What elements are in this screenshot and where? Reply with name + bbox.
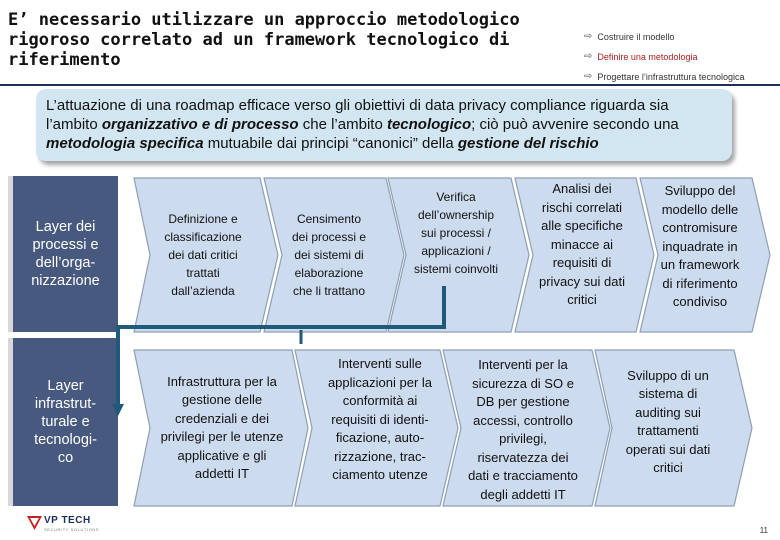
intro-emphasis: gestione del rischio <box>457 135 599 152</box>
step-interventi-applicazioni: Interventi sulle applicazioni per la conformità ai requisiti di identi- ficazione, auto- rizzazione, trac- ciamento utenze <box>327 356 433 483</box>
logo-text: VP TECH <box>44 515 91 526</box>
company-logo <box>27 515 105 535</box>
intro-text: che l’ambito <box>298 116 387 133</box>
nav-item-label: Costruire il modello <box>597 32 675 42</box>
intro-text: ; ciò può avvenire secondo una <box>471 116 679 133</box>
layer-process-label: Layer dei processi e dell’orga- nizzazione <box>8 176 118 332</box>
step-verifica-ownership: Verifica dell’ownership sui processi / applicazioni / sistemi coinvolti <box>413 190 499 276</box>
step-sviluppo-auditing: Sviluppo di un sistema di auditing sui trattamenti operati sui dati critici <box>625 367 711 475</box>
step-infrastruttura-credenziali: Infrastruttura per la gestione delle credenziali e dei privilegi per le utenze applicative e gli addetti IT <box>160 373 284 481</box>
step-sviluppo-modello: Sviluppo del modello delle contromisure inquadrate in un framework di riferimento condiviso <box>660 183 740 310</box>
intro-text: mutuabile dai principi “canonici” della <box>203 135 458 152</box>
intro-text: L’attuazione di una roadmap efficace verso gli obiettivi di data privacy compliance riguarda sia l’ambito <box>46 97 669 133</box>
arrow-right-icon: ⇨ <box>584 31 593 42</box>
arrow-right-icon: ⇨ <box>584 51 593 62</box>
step-analisi-rischi: Analisi dei rischi correlati alle specifiche minacce ai requisiti di privacy sui dati critici <box>539 181 625 308</box>
arrow-right-icon: ⇨ <box>584 71 593 82</box>
step-censimento: Censimento dei processi e dei sistemi di elaborazione che li trattano <box>291 212 367 298</box>
connector-arrowhead <box>112 404 124 416</box>
nav-item-label: Definire una metodologia <box>597 52 698 62</box>
step-interventi-so-db: Interventi per la sicurezza di SO e DB per gestione accessi, controllo privilegi, riservatezza dei dati e tracciamento degli addetti IT <box>468 357 578 502</box>
logo-mark-icon <box>27 516 42 530</box>
layer-infra-label: Layer infrastrut- turale e tecnologi- co <box>8 338 118 506</box>
page-number: 11 <box>759 526 768 535</box>
intro-emphasis: metodologia specifica <box>46 135 204 152</box>
logo-subtext: SECURITY SOLUTIONS <box>44 527 100 532</box>
nav-item-label: Progettare l’infrastruttura tecnologica <box>597 72 745 82</box>
intro-emphasis: organizzativo e di processo <box>101 116 299 133</box>
intro-emphasis: tecnologico <box>386 116 472 133</box>
page-title: E’ necessario utilizzare un approccio metodologico rigoroso correlato ad un framework tecnologico di riferimento <box>8 10 520 70</box>
step-definizione: Definizione e classificazione dei dati critici trattati dall’azienda <box>164 212 242 298</box>
